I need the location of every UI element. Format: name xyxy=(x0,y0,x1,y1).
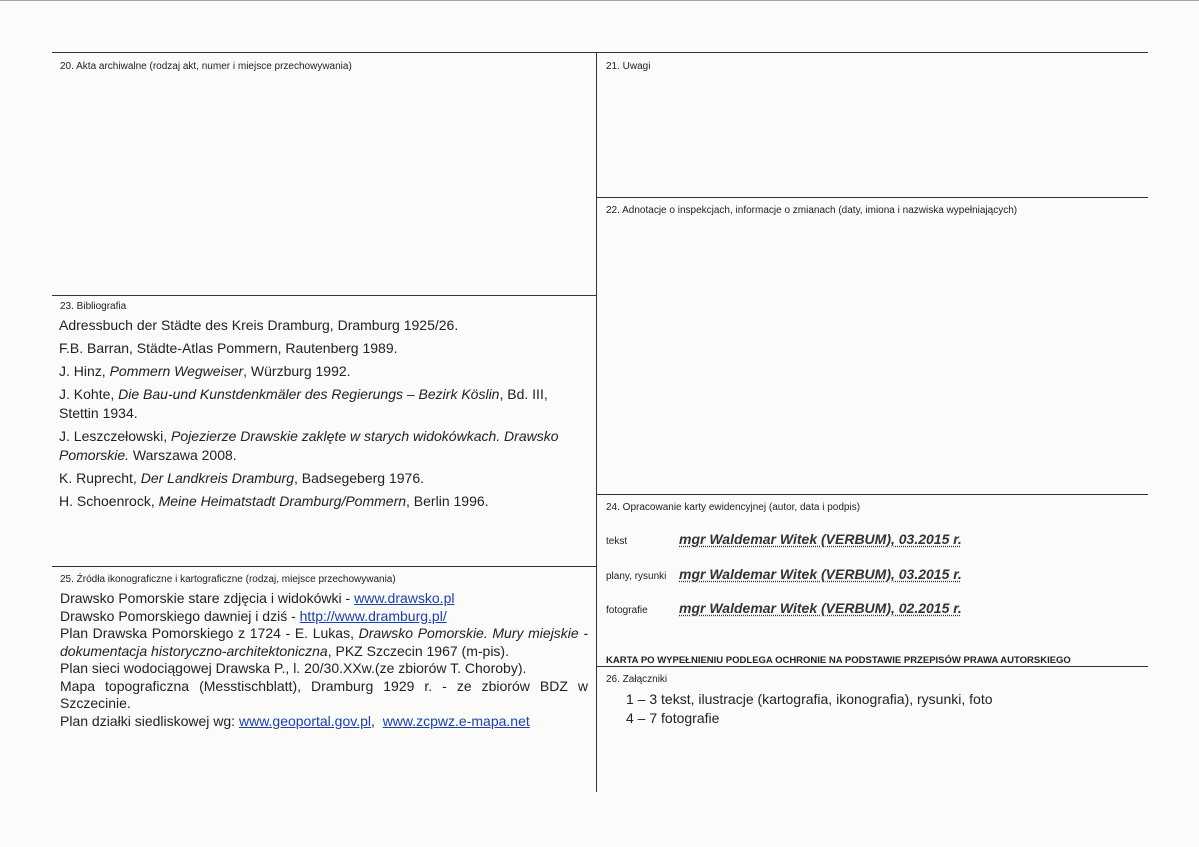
geoportal-link[interactable]: www.geoportal.gov.pl xyxy=(238,712,372,729)
dramburg-link[interactable]: http://www.dramburg.pl/ xyxy=(299,607,447,624)
source-entry: Mapa topograficzna (Messtischblatt), Dramburg 1929 r. - ze zbiorów BDZ w Szczecinie. xyxy=(60,677,588,711)
drawsko-link[interactable]: www.drawsko.pl xyxy=(354,590,455,606)
author-row-label-photos: fotografie xyxy=(606,605,648,616)
author-signature-plans: mgr Waldemar Witek (VERBUM), 03.2015 r. xyxy=(679,566,962,582)
source-entry: Plan sieci wodociągowej Drawska P., l. 20/30.XXw.(ze zbiorów T. Choroby). xyxy=(60,660,527,676)
rule-20-23 xyxy=(52,295,596,296)
source-entry: Drawsko Pomorskiego dawniej i dziś - http://www.dramburg.pl/ xyxy=(60,607,447,624)
author-signature-photos: mgr Waldemar Witek (VERBUM), 02.2015 r. xyxy=(679,600,962,616)
bibliography-entry: F.B. Barran, Städte-Atlas Pommern, Rautenberg 1989. xyxy=(59,340,398,356)
bibliography-entry: H. Schoenrock, Meine Heimatstadt Dramburg/Pommern, Berlin 1996. xyxy=(59,493,489,509)
sources-list xyxy=(60,590,588,730)
bibliography-list xyxy=(59,316,587,515)
center-divider xyxy=(596,52,597,792)
field-25-label: 25. Źródła ikonograficzne i kartograficzne (rodzaj, miejsce przechowywania) xyxy=(60,574,396,585)
field-21-label: 21. Uwagi xyxy=(606,61,651,72)
attachment-item: 1 – 3 tekst, ilustracje (kartografia, ikonografia), rysunki, foto xyxy=(626,691,993,707)
bibliography-entry: J. Hinz, Pommern Wegweiser, Würzburg 1992. xyxy=(59,363,351,379)
source-entry: Plan Drawska Pomorskiego z 1724 - E. Lukas, Drawsko Pomorskie. Mury miejskie - dokumentacja historyczno-architektoniczna, PKZ Szczecin 1967 (m-pis). xyxy=(60,625,588,659)
copyright-notice: KARTA PO WYPEŁNIENIU PODLEGA OCHRONIE NA PODSTAWIE PRZEPISÓW PRAWA AUTORSKIEGO xyxy=(606,655,1071,666)
bibliography-entry: Adressbuch der Städte des Kreis Dramburg, Dramburg 1925/26. xyxy=(59,317,459,333)
bibliography-entry: K. Ruprecht, Der Landkreis Dramburg, Badsegeberg 1976. xyxy=(59,470,424,486)
field-26-label: 26. Załączniki xyxy=(606,674,668,685)
top-rule xyxy=(52,52,1148,53)
field-23-label: 23. Bibliografia xyxy=(60,301,127,312)
rule-copyright xyxy=(596,666,1148,667)
bibliography-entry: J. Leszczełowski, Pojezierze Drawskie zaklęte w starych widokówkach. Drawsko Pomorskie. Warszawa 2008. xyxy=(59,428,559,463)
author-signature-text: mgr Waldemar Witek (VERBUM), 03.2015 r. xyxy=(679,531,962,547)
bibliography-entry: J. Kohte, Die Bau-und Kunstdenkmäler des Regierungs – Bezirk Köslin, Bd. III, Stettin 1934. xyxy=(59,386,548,421)
source-entry: Drawsko Pomorskie stare zdjęcia i widokówki - www.drawsko.pl xyxy=(60,590,455,606)
attachments-list xyxy=(626,690,993,728)
attachment-item: 4 – 7 fotografie xyxy=(626,710,720,726)
rule-21-22 xyxy=(596,197,1148,198)
author-row-label-plans: plany, rysunki xyxy=(606,571,667,582)
scan-edge xyxy=(0,0,1199,1)
rule-23-25 xyxy=(52,566,596,567)
source-entry: Plan działki siedliskowej wg: www.geoportal.gov.pl, www.zcpwz.e-mapa.net xyxy=(60,712,530,729)
author-row-label-text: tekst xyxy=(606,536,628,547)
zcpwz-link[interactable]: www.zcpwz.e-mapa.net xyxy=(382,712,530,729)
field-20-label: 20. Akta archiwalne (rodzaj akt, numer i miejsce przechowywania) xyxy=(60,61,352,72)
field-22-label: 22. Adnotacje o inspekcjach, informacje o zmianach (daty, imiona i nazwiska wypełniających) xyxy=(606,205,1018,216)
field-24-label: 24. Opracowanie karty ewidencyjnej (autor, data i podpis) xyxy=(606,502,861,513)
rule-22-24 xyxy=(596,494,1148,495)
